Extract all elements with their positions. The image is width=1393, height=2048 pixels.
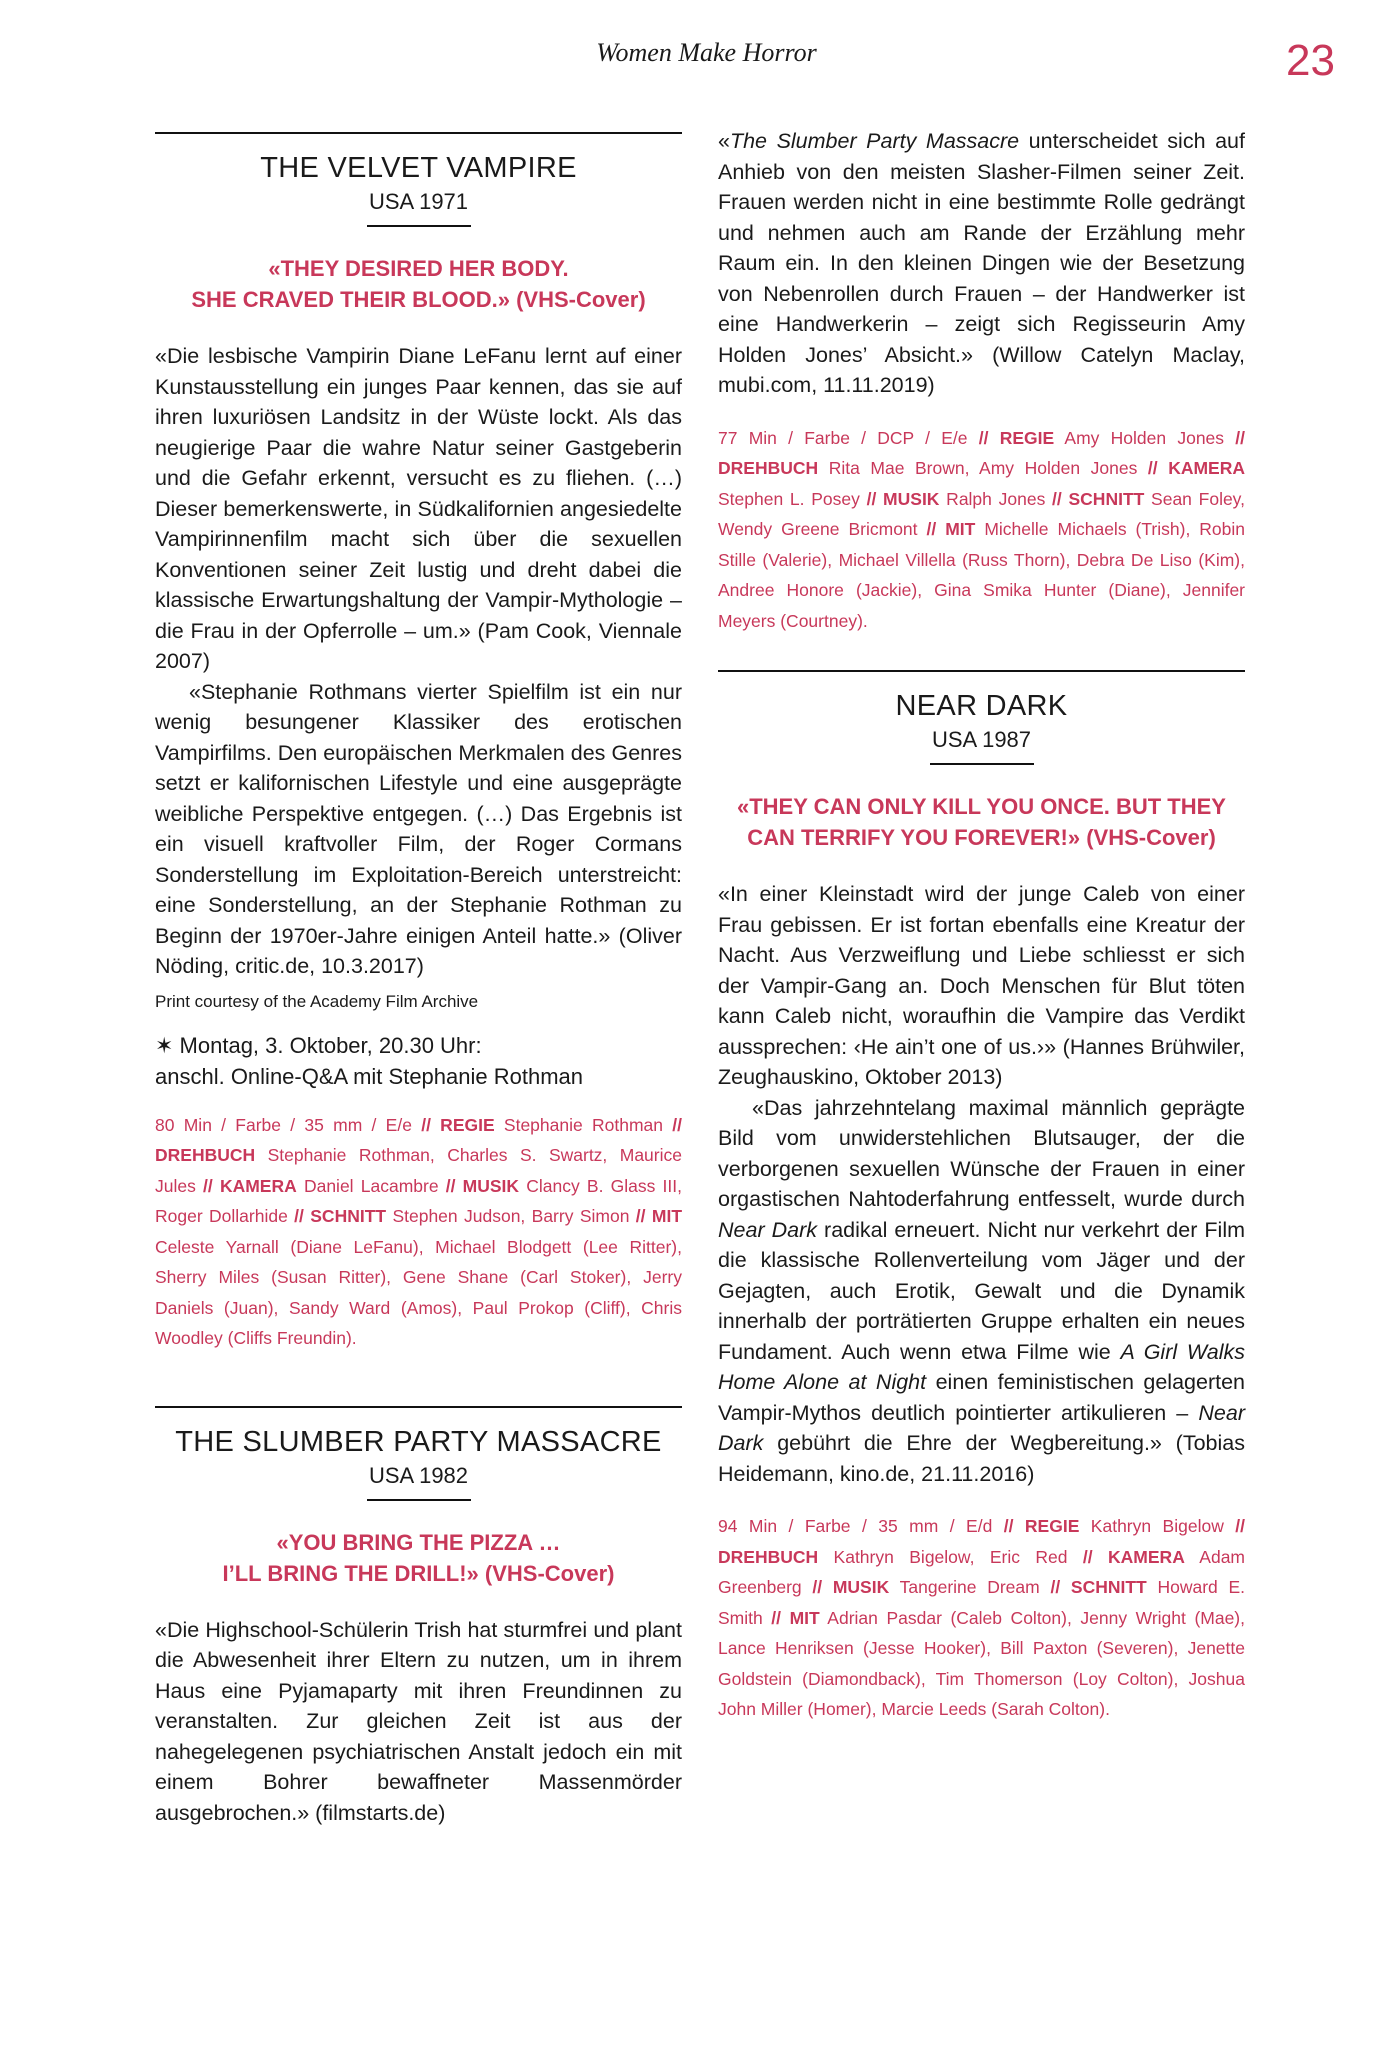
running-header: Women Make Horror [596,38,817,67]
paragraph [155,341,682,677]
credit-role: // DREHBUCH [718,427,1246,478]
credit-role: // MIT [635,1206,683,1226]
film-tagline [155,253,682,315]
tagline-line: «THEY CAN ONLY KILL YOU ONCE. BUT THEY [737,794,1226,819]
text-segment: Michelle Michaels (Trish), Robin Stille (Valerie), Michael Villella (Russ Thorn), Debra De Liso (Kim), Andree Honore (Jackie), Gina Smika Hunter (Diane), Jennifer Meyers (Courtney). [718,519,1246,631]
text-segment: 94 Min / Farbe / 35 mm / E/d [718,1516,1004,1536]
text-segment: Sean Foley, Wendy Greene Bricmont [718,488,1245,539]
text-segment: Clancy B. Glass III, Roger Dollarhide [155,1175,682,1226]
credit-role: // REGIE [1003,1516,1080,1536]
film-country-year: USA 1982 [368,1462,469,1488]
right-column [718,126,1245,1725]
credit-role: // DREHBUCH [718,1516,1245,1567]
credit-role: // REGIE [978,427,1055,448]
credit-role: // MIT [926,519,976,539]
paragraph [718,1093,1245,1490]
text-segment: Tangerine Dream [889,1577,1051,1597]
text-segment: «Das jahrzehntelang maximal männlich geprägte Bild vom unwiderstehlichen Blutsauger, der die verborgenen sexuellen Wünsche der Frauen in einer orgastischen Nahtoderfahrung entfesselt, wurde durch [718,1095,1245,1211]
credit-role: // SCHNITT [1050,1577,1147,1597]
short-rule [367,225,471,227]
text-segment: gebührt die Ehre der Wegbereitung.» (Tobias Heidemann, kino.de, 21.11.2016) [718,1431,1245,1486]
text-segment: Kathryn Bigelow [1079,1516,1236,1536]
tagline-line: CAN TERRIFY YOU FOREVER!» (VHS-Cover) [747,825,1216,850]
credit-role: // KAMERA [203,1175,297,1196]
text-segment: 80 Min / Farbe / 35 mm / E/e [155,1114,422,1135]
print-note: Print courtesy of the Academy Film Archive [155,991,479,1011]
film-description [718,879,1245,1489]
page-number: 23 [1286,36,1335,85]
screening-line: ✶ Montag, 3. Oktober, 20.30 Uhr: [155,1032,482,1058]
tagline-line: «THEY DESIRED HER BODY. [268,256,569,281]
text-segment: Ralph Jones [939,488,1053,509]
credit-role: // MUSIK [445,1175,520,1196]
film-title: THE SLUMBER PARTY MASSACRE [175,1425,662,1458]
screening-line: anschl. Online-Q&A mit Stephanie Rothman [155,1063,584,1089]
section-rule [155,1406,682,1408]
film-credits [718,1511,1245,1725]
film-tagline [718,791,1245,853]
text-segment: radikal erneuert. Nicht nur verkehrt der Film die klassische Rollenverteilung vom Jäger und der Gejagten, auch Erotik, Gewalt und die Dynamik innerhalb der porträtierten Gruppe erhalten ein neues Fundament. Auch wenn etwa Filme wie [718,1217,1246,1364]
text-segment: Daniel Lacambre [296,1175,446,1196]
credit-role: // MIT [771,1607,820,1628]
text-segment: Adrian Pasdar (Caleb Colton), Jenny Wright (Mae), Lance Henriksen (Jesse Hooker), Bill Paxton (Severen), Jenette Goldstein (Diamondback), Tim Thomerson (Loy Colton), Joshua John Miller (Homer), Marcie Leeds (Sarah Colton). [718,1607,1246,1719]
text-segment: Celeste Yarnall (Diane LeFanu), Michael Blodgett (Lee Ritter), Sherry Miles (Susan Ritter), Gene Shane (Carl Stoker), Jerry Daniels (Juan), Sandy Ward (Amos), Paul Prokop (Cliff), Chris Woodley (Cliffs Freundin). [155,1236,682,1348]
film-credits [718,423,1245,637]
film-description [718,126,1245,401]
text-segment: unterscheidet sich auf Anhieb von den meisten Slasher-Filmen seiner Zeit. Frauen werden nicht in eine bestimmte Rolle gedrängt und nehmen auch am Rande der Erzählung mehr Raum ein. In den kleinen Dingen wie der Besetzung von Nebenrollen durch Frauen – der Handwerker ist eine Handwerkerin – zeigt sich Regisseurin Amy Holden Jones’ Absicht.» (Willow Catelyn Maclay, mubi.com, 11.11.2019) [718,129,1245,397]
text-segment: Stephen Judson, Barry Simon [386,1206,636,1226]
italic-title: A Girl Walks Home Alone at Night [718,1339,1245,1394]
credit-role: // SCHNITT [294,1206,387,1226]
text-segment: «In einer Kleinstadt wird der junge Caleb von einer Frau gebissen. Er ist fortan ebenfalls eine Kreatur der Nacht. Aus Verzweiflung und Liebe schliesst er sich der Vampir-Gang an. Doch Menschen für Blut töten kann Caleb nicht, woraufhin die Vampire das Verdikt aussprechen: ‹He ain’t one of us.›» (Hannes Brühwiler, Zeughauskino, Oktober 2013) [718,882,1245,1089]
text-segment: Stephanie Rothman, Charles S. Swartz, Maurice Jules [155,1145,682,1196]
film-country-year: USA 1987 [931,727,1032,752]
text-segment: 77 Min / Farbe / DCP / E/e [718,427,979,448]
paragraph [155,677,682,982]
text-segment: «Die Highschool-Schülerin Trish hat sturmfrei und plant die Abwesenheit ihrer Eltern zu nutzen, um in ihrem Haus eine Pyjamaparty mit ihren Freundinnen zu veranstalten. Zur gleichen Zeit ist aus der nahegelegenen psychiatrischen Anstalt jedoch ein mit einem Bohrer bewaffneter Massenmörder ausgebrochen.» (filmstarts.de) [155,1617,682,1825]
text-segment: Howard E. Smith [718,1577,1246,1628]
tagline-line: SHE CRAVED THEIR BLOOD.» (VHS-Cover) [191,287,646,312]
credit-role: // MUSIK [812,1577,890,1597]
text-segment: «Stephanie Rothmans vierter Spielfilm ist ein nur wenig besungener Klassiker des erotischen Vampirfilms. Den europäischen Merkmalen des Genres setzt er kalifornischen Lifestyle und eine ausgeprägte weibliche Perspektive entgegen. (…) Das Ergebnis ist ein visuell kraftvoller Film, der Roger Cormans Sonderstellung im Exploitation-Bereich unterstreicht: eine Sonderstellung, an der Stephanie Rothman zu Beginn der 1970er-Jahre einigen Anteil hatte.» (Oliver Nöding, critic.de, 10.3.2017) [155,679,682,978]
paragraph [718,879,1245,1093]
film-description [155,341,682,982]
credit-role: // SCHNITT [1052,488,1145,509]
text-segment: Stephanie Rothman [494,1114,673,1135]
italic-title: The Slumber Party Massacre [729,129,1020,153]
text-segment: « [718,129,730,153]
tagline-line: I’LL BRING THE DRILL!» (VHS-Cover) [222,1560,615,1586]
credit-role: // KAMERA [1082,1546,1185,1567]
text-segment: Stephen L. Posey [718,488,867,509]
film-title: THE VELVET VAMPIRE [260,152,577,184]
credit-role: // KAMERA [1147,458,1245,478]
left-column [155,132,682,1828]
short-rule [930,763,1034,765]
italic-title: Near Dark [718,1400,1245,1455]
screening-info [155,1030,682,1092]
film-country-year: USA 1971 [368,189,469,214]
film-title: NEAR DARK [895,690,1068,722]
text-segment: einen feministischen gelagerten Vampir-Mythos deutlich pointierter artikulieren – [718,1370,1245,1425]
text-segment: «Die lesbische Vampirin Diane LeFanu lernt auf einer Kunstausstellung ein junges Paar kennen, das sie auf ihren luxuriösen Landsitz in der Wüste lockt. Als das neugierige Paar die wahre Natur seiner Gastgeberin und die Gefahr erkennt, versucht es zu fliehen. (…) Dieser bemerkenswerte, in Südkalifornien angesiedelte Vampirinnenfilm macht sich über die sexuellen Konventionen seiner Zeit lustig und dreht dabei die klassische Erwartungshaltung der Vampir-Mythologie – die Frau in der Opferrolle – um.» (Pam Cook, Viennale 2007) [155,344,682,673]
credit-role: // DREHBUCH [155,1114,682,1165]
text-segment: Rita Mae Brown, Amy Holden Jones [818,458,1148,478]
credit-role: // MUSIK [866,488,940,509]
paragraph [718,126,1245,401]
spacer [718,636,1245,670]
film-tagline [155,1527,682,1589]
film-credits [155,1110,682,1354]
text-segment: Adam Greenberg [718,1546,1245,1597]
text-segment: Amy Holden Jones [1054,427,1236,448]
section-rule [155,132,682,134]
text-segment: Kathryn Bigelow, Eric Red [818,1546,1083,1567]
spacer [155,1354,682,1406]
credit-role: // REGIE [421,1114,495,1135]
film-description [155,1615,682,1829]
section-rule [718,670,1245,672]
tagline-line: «YOU BRING THE PIZZA … [276,1529,561,1555]
italic-title: Near Dark [718,1217,818,1242]
short-rule [367,1499,471,1501]
paragraph [155,1615,682,1829]
